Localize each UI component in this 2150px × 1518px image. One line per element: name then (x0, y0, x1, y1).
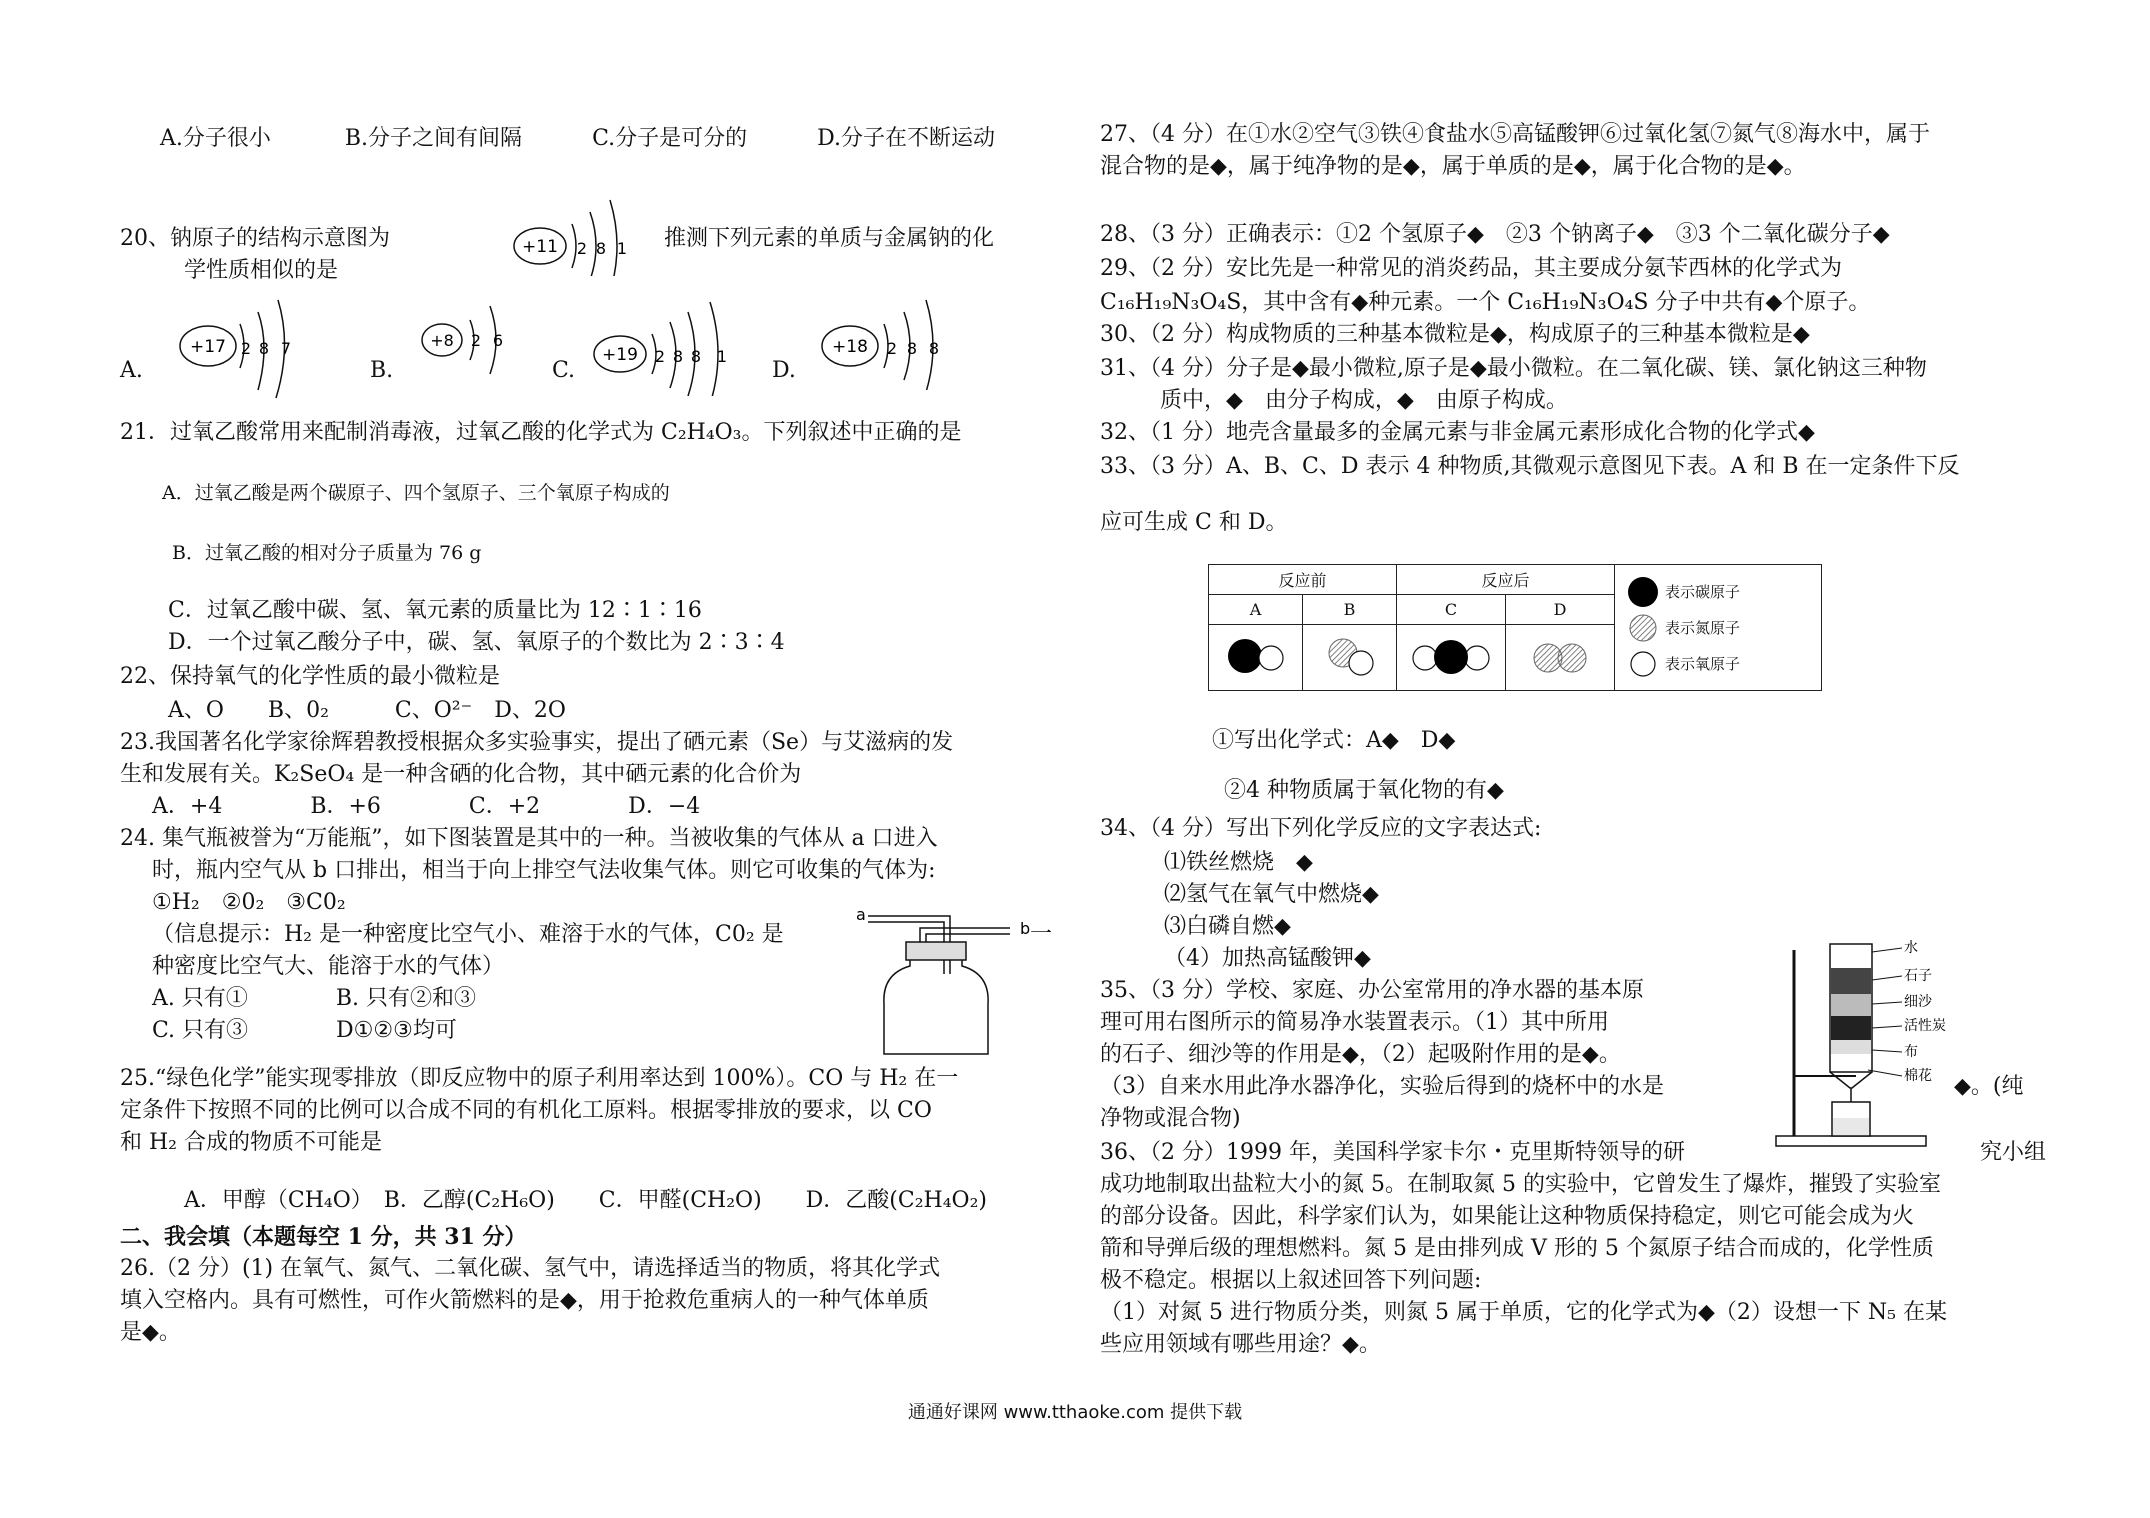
q34-stem: 34、（4 分）写出下列化学反应的文字表达式: (1100, 816, 1542, 841)
q24-line3: ①H₂ ②0₂ ③C0₂ (152, 890, 346, 915)
q26-line3: 是◆。 (120, 1320, 181, 1345)
q19-options (160, 124, 995, 154)
q24-line4-tail: 一 (1030, 922, 1053, 947)
svg-text:2: 2 (886, 339, 898, 358)
q24-option-cd: C. 只有③ D①②③均可 (152, 1018, 457, 1043)
svg-text:1: 1 (716, 347, 728, 366)
svg-text:+17: +17 (190, 337, 226, 357)
q23-options: A．+4 B．+6 C．+2 D．−4 (152, 794, 701, 819)
q35-line1: 35、（3 分）学校、家庭、办公室常用的净水器的基本原 (1100, 978, 1644, 1003)
q20-option-c-label: C. (552, 358, 576, 383)
q25-options: A．甲醇（CH₄O） B．乙醇(C₂H₆O) C．甲醛(CH₂O) D．乙酸(C₂H₄O₂) (184, 1188, 987, 1213)
q35-line2: 理可用右图所示的简易净水装置表示。（1）其中所用 (1100, 1010, 1609, 1035)
svg-text:7: 7 (280, 339, 292, 358)
water-purifier-diagram (1768, 940, 1958, 1154)
svg-text:+19: +19 (602, 345, 638, 365)
q25-line3: 和 H₂ 合成的物质不可能是 (120, 1130, 382, 1155)
port-a-label: a (856, 905, 866, 924)
q25-line2: 定条件下按照不同的比例可以合成不同的有机化工原料。根据零排放的要求，以 CO (120, 1098, 932, 1123)
svg-text:2: 2 (470, 331, 482, 350)
q20-option-d-label: D. (772, 358, 796, 383)
q20-option-a-label: A. (120, 358, 143, 383)
svg-text:8: 8 (906, 339, 918, 358)
q36-line2: 成功地制取出盐粒大小的氮 5。在制取氮 5 的实验中，它曾发生了爆炸，摧毁了实验室 (1100, 1172, 1941, 1197)
col-c-header: C (1397, 595, 1506, 625)
svg-text:8: 8 (690, 347, 702, 366)
q36-line1-tail: 究小组 (1980, 1140, 2047, 1165)
q29-line1: 29、（2 分）安比先是一种常见的消炎药品，其主要成分氨苄西林的化学式为 (1100, 256, 1842, 281)
q34-item-3: ⑶白磷自燃◆ (1164, 914, 1291, 939)
q31-line1: 31、（4 分）分子是◆最小微粒,原子是◆最小微粒。在二氧化碳、镁、氯化钠这三种物 (1100, 356, 1927, 381)
svg-text:8: 8 (672, 347, 684, 366)
q20-option-b-label: B. (370, 358, 394, 383)
q24-line4: （信息提示：H₂ 是一种密度比空气小、难溶于水的气体，C0₂ 是 (152, 922, 784, 947)
gas-collecting-bottle (850, 904, 1030, 1064)
q23-line1: 23.我国著名化学家徐辉碧教授根据众多实验事实，提出了硒元素（Se）与艾滋病的发 (120, 730, 954, 755)
q27-line2: 混合物的是◆，属于纯净物的是◆，属于单质的是◆，属于化合物的是◆。 (1100, 154, 1806, 179)
before-header: 反应前 (1209, 565, 1397, 595)
atom-diagram-b (418, 282, 538, 382)
q20-line1b: 推测下列元素的单质与金属钠的化 (664, 226, 995, 251)
q30: 30、（2 分）构成物质的三种基本微粒是◆，构成原子的三种基本微粒是◆ (1100, 322, 1810, 347)
q36-line3: 的部分设备。因此，科学家们认为，如果能让这种物质保持稳定，则它可能会成为火 (1100, 1204, 1915, 1229)
atom-diagram-d (818, 290, 968, 390)
q20-line2: 学性质相似的是 (184, 258, 339, 283)
q31-line2: 质中，◆ 由分子构成，◆ 由原子构成。 (1160, 388, 1568, 413)
q21-option-c: C．过氧乙酸中碳、氢、氧元素的质量比为 12∶1∶16 (168, 598, 702, 623)
legend-oxygen: 表示氧原子 (1625, 646, 1811, 682)
q34-item-4: （4）加热高锰酸钾◆ (1164, 946, 1371, 971)
q26-line1: 26.（2 分）(1) 在氧气、氮气、二氧化碳、氢气中，请选择适当的物质，将其化学式 (120, 1256, 941, 1281)
q21-option-b: B．过氧乙酸的相对分子质量为 76 g (172, 542, 482, 564)
label-cloth: 布 (1904, 1044, 1918, 1060)
q21-option-d: D．一个过氧乙酸分子中，碳、氢、氧原子的个数比为 2∶3∶4 (168, 630, 785, 655)
label-water: 水 (1904, 940, 1918, 956)
q33-line1: 33、（3 分）A、B、C、D 表示 4 种物质,其微观示意图见下表。A 和 B 在一定条件下反 (1100, 454, 1960, 479)
atom-diagram-c (590, 296, 750, 396)
legend (1615, 565, 1822, 691)
q28: 28、（3 分）正确表示：①2 个氢原子◆ ②3 个钠离子◆ ③3 个二氧化碳分子◆ (1100, 222, 1890, 247)
svg-text:6: 6 (492, 331, 504, 350)
sodium-shell-3: 1 (616, 239, 628, 258)
q36-line1: 36、（2 分）1999 年，美国科学家卡尔・克里斯特领导的研 (1100, 1140, 1685, 1165)
q21-option-a: A．过氧乙酸是两个碳原子、四个氢原子、三个氧原子构成的 (162, 482, 670, 504)
q20-line1a: 20、钠原子的结构示意图为 (120, 226, 390, 251)
q33-line2: 应可生成 C 和 D。 (1100, 510, 1288, 535)
q35-line4-tail: ◆。(纯 (1954, 1074, 2024, 1099)
col-b-header: B (1303, 595, 1397, 625)
q24-option-ab: A. 只有① B. 只有②和③ (152, 986, 477, 1011)
q19-option-a: A.分子很小 (160, 126, 271, 151)
after-header: 反应后 (1397, 565, 1615, 595)
q22-stem: 22、保持氧气的化学性质的最小微粒是 (120, 664, 500, 689)
sodium-shell-1: 2 (576, 239, 588, 258)
legend-nitrogen: 表示氮原子 (1625, 610, 1811, 646)
sodium-nucleus: +11 (522, 237, 558, 257)
q33-reaction-table (1208, 564, 1822, 691)
q21-stem: 21．过氧乙酸常用来配制消毒液，过氧乙酸的化学式为 C₂H₄O₃。下列叙述中正确的是 (120, 420, 962, 445)
molecule-d (1506, 625, 1615, 691)
q22-options: A、O B、0₂ C、O²⁻ D、2O (168, 698, 566, 723)
label-stones: 石子 (1904, 968, 1932, 984)
svg-text:8: 8 (258, 339, 270, 358)
label-activated-carbon: 活性炭 (1904, 1018, 1946, 1034)
col-a-header: A (1209, 595, 1303, 625)
q35-line3: 的石子、细沙等的作用是◆，（2）起吸附作用的是◆。 (1100, 1042, 1621, 1067)
q36-line6: （1）对氮 5 进行物质分类，则氮 5 属于单质，它的化学式为◆（2）设想一下 N₅ 在某 (1100, 1300, 1947, 1325)
q33-sub2: ②4 种物质属于氧化物的有◆ (1224, 778, 1504, 803)
q36-line4: 箭和导弹后级的理想燃料。氮 5 是由排列成 V 形的 5 个氮原子结合而成的，化学性质 (1100, 1236, 1934, 1261)
q36-line5: 极不稳定。根据以上叙述回答下列问题: (1100, 1268, 1482, 1293)
sodium-shell-2: 8 (595, 239, 607, 258)
svg-text:8: 8 (928, 339, 940, 358)
atom-diagram-a (176, 290, 316, 400)
q36-line7: 些应用领域有哪些用途？◆。 (1100, 1332, 1381, 1357)
legend-carbon: 表示碳原子 (1625, 574, 1811, 610)
molecule-c (1397, 625, 1506, 691)
q32: 32、（1 分）地壳含量最多的金属元素与非金属元素形成化合物的化学式◆ (1100, 420, 1815, 445)
q24-line2: 时，瓶内空气从 b 口排出，相当于向上排空气法收集气体。则它可收集的气体为: (152, 858, 936, 883)
q27-line1: 27、（4 分）在①水②空气③铁④食盐水⑤高锰酸钾⑥过氧化氢⑦氮气⑧海水中，属于 (1100, 122, 1930, 147)
svg-text:2: 2 (654, 347, 666, 366)
svg-text:2: 2 (240, 339, 252, 358)
q26-line2: 填入空格内。具有可燃性，可作火箭燃料的是◆，用于抢救危重病人的一种气体单质 (120, 1288, 929, 1313)
section-2-heading: 二、我会填（本题每空 1 分，共 31 分） (120, 1224, 527, 1250)
q29-line2: C₁₆H₁₉N₃O₄S，其中含有◆种元素。一个 C₁₆H₁₉N₃O₄S 分子中共有◆个原子。 (1100, 290, 1871, 315)
q19-option-b: B.分子之间有间隔 (344, 126, 523, 151)
q35-line5: 净物或混合物) (1100, 1106, 1241, 1131)
q33-sub1: ①写出化学式：A◆ D◆ (1212, 728, 1456, 753)
q19-option-d: D.分子在不断运动 (817, 126, 995, 151)
port-b-label: b (1020, 919, 1030, 938)
q24-line5: 种密度比空气大、能溶于水的气体） (152, 954, 505, 979)
q25-line1: 25.“绿色化学”能实现零排放（即反应物中的原子利用率达到 100%）。CO 与 H₂ 在一 (120, 1066, 959, 1091)
q34-item-1: ⑴铁丝燃烧 ◆ (1164, 850, 1313, 875)
label-sand: 细沙 (1904, 994, 1932, 1010)
q19-option-c: C.分子是可分的 (592, 126, 748, 151)
sodium-atom-diagram (510, 186, 650, 276)
svg-text:+8: +8 (430, 331, 454, 350)
label-cotton: 棉花 (1904, 1068, 1932, 1084)
q24-line1: 24. 集气瓶被誉为“万能瓶”，如下图装置是其中的一种。当被收集的气体从 a 口进入 (120, 826, 938, 851)
q23-line2: 生和发展有关。K₂SeO₄ 是一种含硒的化合物，其中硒元素的化合价为 (120, 762, 802, 787)
molecule-b (1303, 625, 1397, 691)
molecule-a (1209, 625, 1303, 691)
q34-item-2: ⑵氢气在氧气中燃烧◆ (1164, 882, 1379, 907)
q35-line4: （3）自来水用此净水器净化，实验后得到的烧杯中的水是 (1100, 1074, 1664, 1099)
col-d-header: D (1506, 595, 1615, 625)
page-footer: 通通好课网 www.tthaoke.com 提供下载 (907, 1402, 1243, 1423)
svg-text:+18: +18 (832, 337, 868, 357)
